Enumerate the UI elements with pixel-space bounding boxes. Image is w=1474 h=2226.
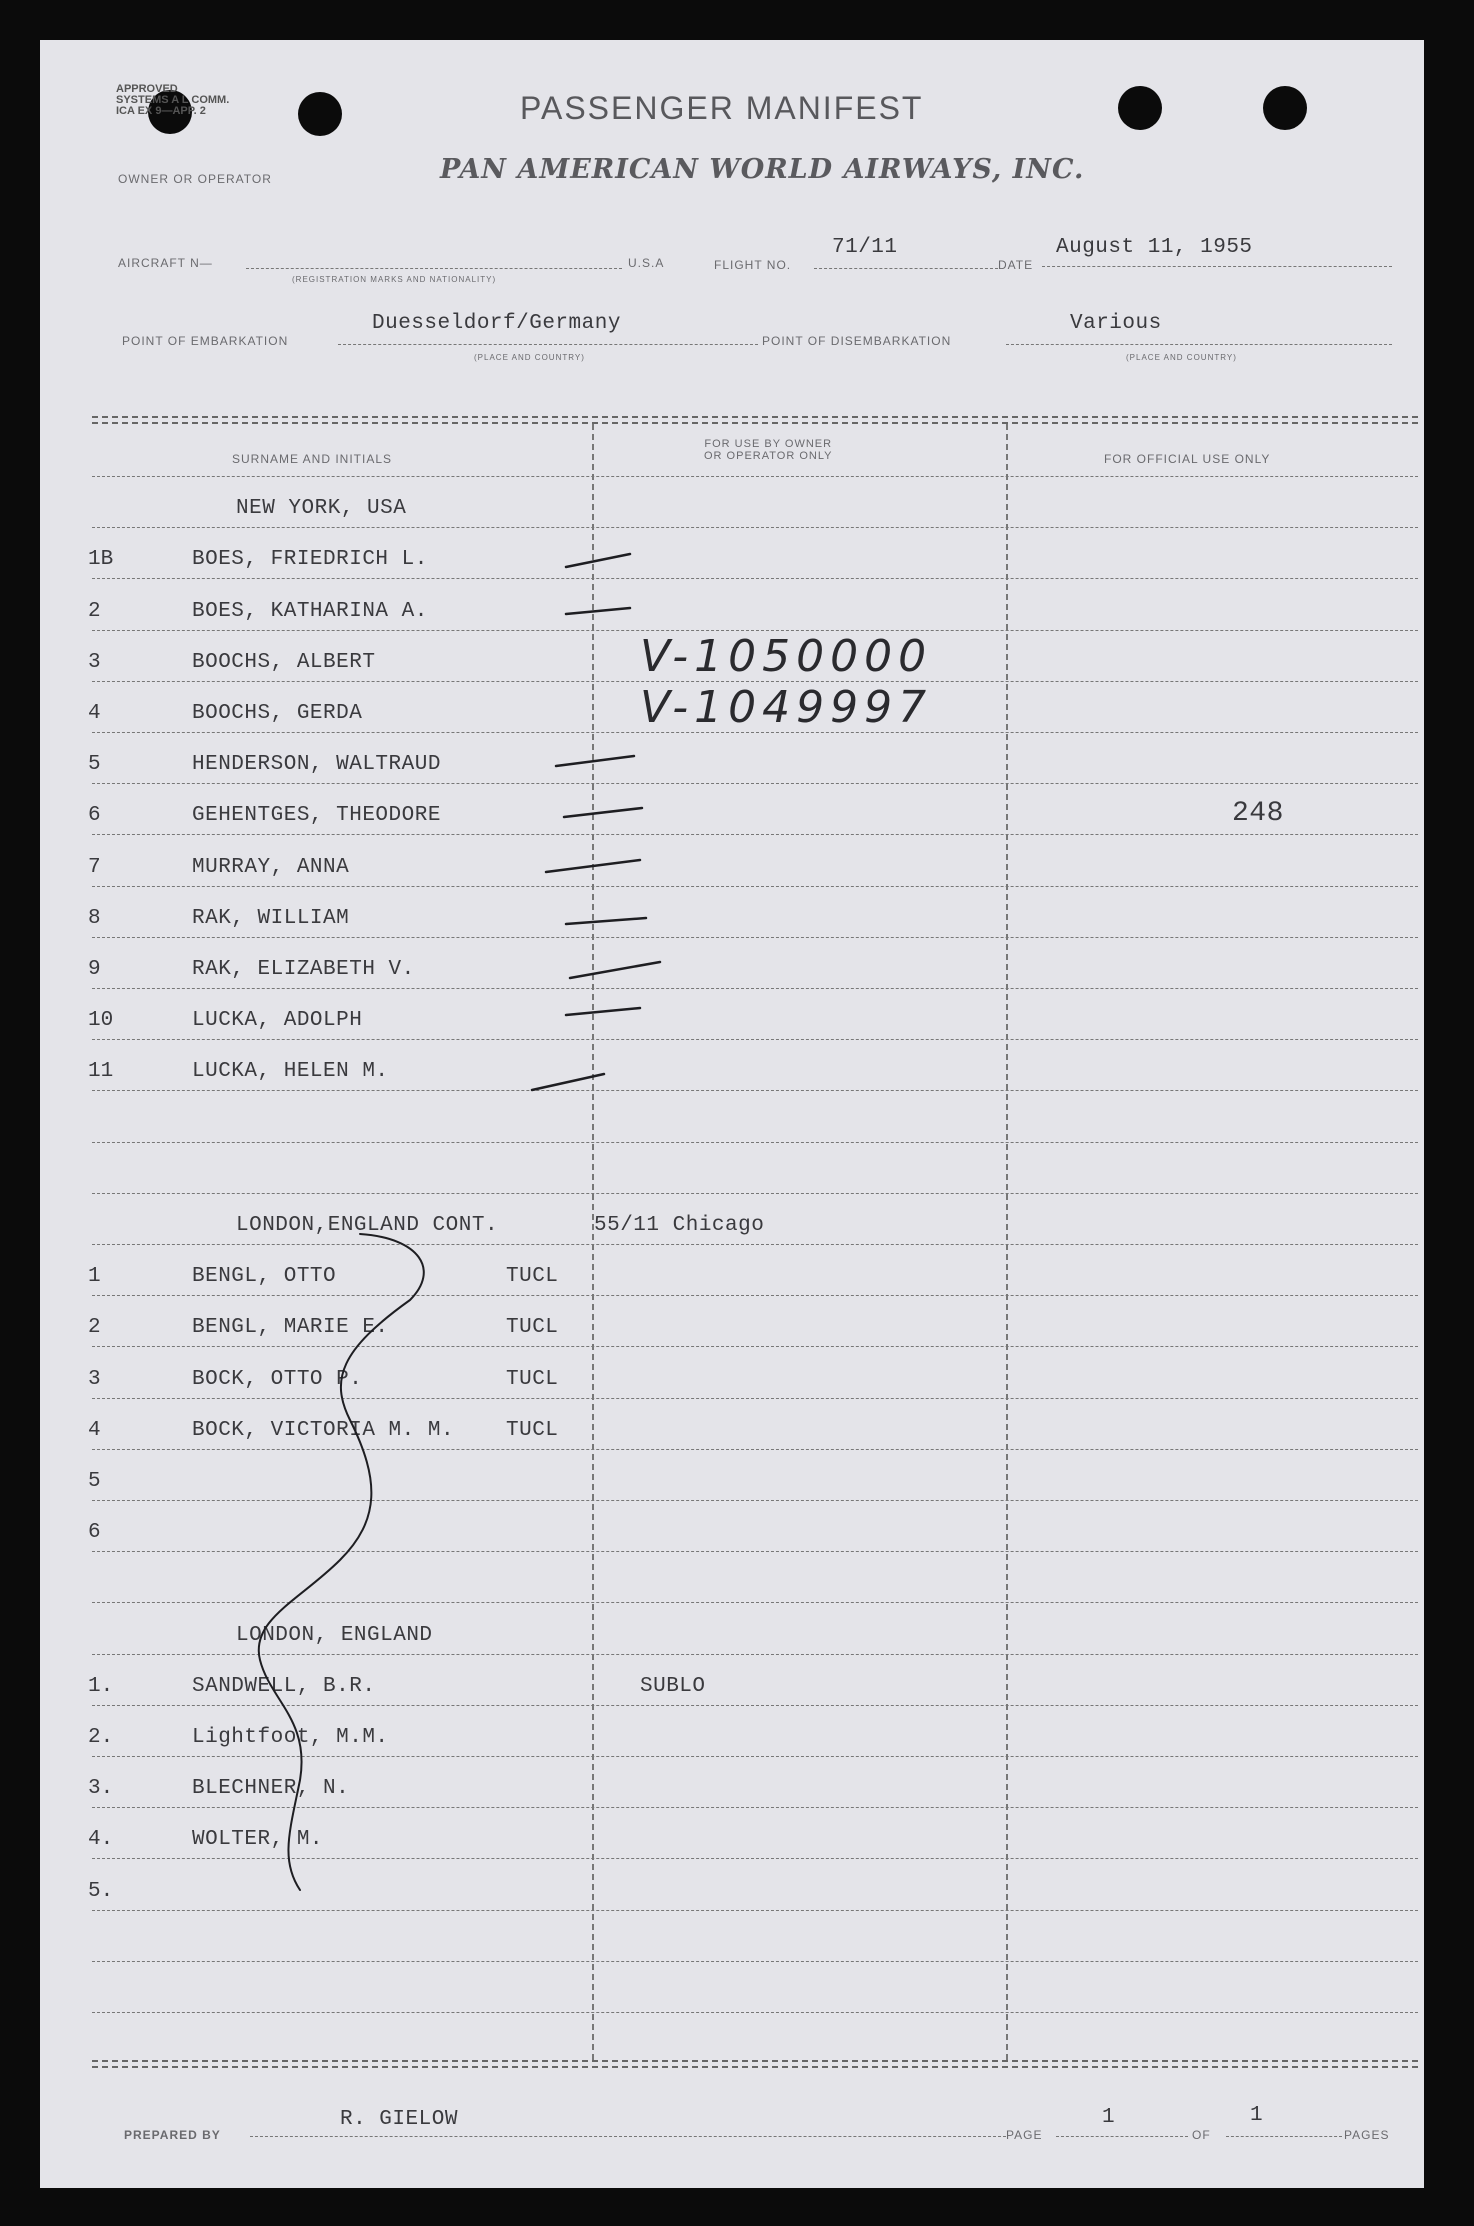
passenger-class: TUCL: [506, 1265, 559, 1289]
operator-note: SUBLO: [640, 1674, 706, 1698]
place-caption: (PLACE AND COUNTRY): [474, 353, 585, 362]
passenger-name: BOCK, OTTO P.: [192, 1367, 363, 1391]
passenger-name: BOOCHS, ALBERT: [192, 650, 376, 674]
page-total: 1: [1250, 2104, 1264, 2127]
check-mark: [556, 756, 634, 766]
check-mark: [566, 1008, 640, 1015]
row-number: 5.: [88, 1879, 114, 1903]
approval-line: ICA EX 9—APP. 2: [116, 105, 206, 117]
page-number: 1: [1102, 2106, 1116, 2129]
usa-label: U.S.A: [628, 256, 665, 270]
date-label: DATE: [998, 258, 1034, 272]
check-mark: [566, 554, 630, 567]
pages-label: PAGES: [1344, 2128, 1390, 2142]
approval-line: SYSTEMS A L COMM.: [116, 94, 230, 106]
squiggle-line: [259, 1234, 424, 1890]
row-number: 4.: [88, 1828, 114, 1852]
passenger-name: Lightfoot, M.M.: [192, 1726, 389, 1749]
passenger-name: LONDON, ENGLAND: [236, 1623, 433, 1647]
check-mark: [532, 1074, 604, 1090]
passenger-name: LUCKA, HELEN M.: [192, 1060, 389, 1084]
row-number: 1.: [88, 1674, 114, 1698]
flight-number: 71/11: [832, 236, 898, 259]
form-title: PASSENGER MANIFEST: [520, 90, 924, 126]
approval-line: APPROVED: [116, 83, 178, 95]
flight-label: FLIGHT NO.: [714, 258, 792, 272]
row-number: 5: [88, 1470, 101, 1493]
row-number: 6: [88, 1521, 101, 1545]
row-number: 11: [88, 1060, 114, 1084]
passenger-name: BLECHNER, N.: [192, 1777, 350, 1801]
place-caption: (PLACE AND COUNTRY): [1126, 353, 1237, 362]
passenger-name: BOOCHS, GERDA: [192, 702, 363, 725]
passenger-name: LUCKA, ADOLPH: [192, 1009, 363, 1033]
check-mark: [546, 860, 640, 872]
passenger-class: TUCL: [506, 1367, 559, 1391]
of-label: OF: [1192, 2128, 1211, 2142]
passenger-name: RAK, WILLIAM: [192, 906, 350, 930]
passenger-name: BOES, FRIEDRICH L.: [192, 548, 428, 572]
passenger-name: SANDWELL, B.R.: [192, 1674, 376, 1698]
passenger-class: TUCL: [506, 1316, 559, 1340]
check-mark: [566, 608, 630, 614]
row-number: 5: [88, 753, 101, 777]
aircraft-label: AIRCRAFT N—: [118, 256, 213, 270]
row-number: 3: [88, 650, 101, 674]
prepared-by-label: PREPARED BY: [124, 2128, 221, 2142]
owner-use-header-line: OR OPERATOR ONLY: [704, 450, 833, 462]
row-number: 2: [88, 1316, 101, 1340]
row-number: 3.: [88, 1777, 114, 1801]
operator-note: 55/11 Chicago: [594, 1214, 765, 1237]
disembarkation-value: Various: [1070, 312, 1162, 335]
row-number: 3: [88, 1367, 101, 1391]
passenger-name: BOES, KATHARINA A.: [192, 599, 428, 623]
passenger-name: BENGL, OTTO: [192, 1265, 337, 1289]
disembarkation-label: POINT OF DISEMBARKATION: [762, 334, 952, 348]
row-number: 4: [88, 702, 101, 725]
passenger-name: NEW YORK, USA: [236, 497, 407, 521]
official-note: 248: [1232, 798, 1284, 830]
check-mark: [570, 962, 660, 978]
row-number: 10: [88, 1009, 114, 1033]
passenger-name: WOLTER, M.: [192, 1828, 324, 1852]
passenger-name: BOCK, VICTORIA M. M.: [192, 1418, 455, 1442]
passenger-name: MURRAY, ANNA: [192, 855, 350, 879]
passenger-name: GEHENTGES, THEODORE: [192, 804, 441, 828]
embarkation-value: Duesseldorf/Germany: [372, 312, 621, 335]
passenger-name: BENGL, MARIE E.: [192, 1316, 389, 1340]
passenger-class: TUCL: [506, 1418, 559, 1442]
row-number: 7: [88, 855, 101, 879]
row-number: 4: [88, 1418, 101, 1442]
embarkation-label: POINT OF EMBARKATION: [122, 334, 289, 348]
passenger-name: HENDERSON, WALTRAUD: [192, 753, 441, 777]
owner-label: OWNER OR OPERATOR: [118, 172, 272, 186]
surname-column-header: SURNAME AND INITIALS: [232, 452, 393, 466]
operator-note: V-1049997: [640, 682, 933, 733]
owner-use-header-line: FOR USE BY OWNER: [704, 438, 833, 450]
page-label: PAGE: [1006, 2128, 1043, 2142]
manifest-date: August 11, 1955: [1056, 236, 1253, 259]
passenger-name: LONDON,ENGLAND CONT.: [236, 1214, 499, 1237]
check-mark: [566, 918, 646, 924]
row-number: 2: [88, 599, 101, 623]
airline-name: PAN AMERICAN WORLD AIRWAYS, INC.: [440, 154, 1085, 185]
row-number: 9: [88, 958, 101, 981]
prepared-by-value: R. GIELOW: [340, 2108, 458, 2131]
check-mark: [564, 808, 642, 817]
official-use-column-header: FOR OFFICIAL USE ONLY: [1104, 452, 1271, 466]
passenger-name: RAK, ELIZABETH V.: [192, 958, 415, 981]
registration-caption: (REGISTRATION MARKS AND NATIONALITY): [292, 275, 497, 284]
operator-note: V-1050000: [640, 630, 933, 682]
row-number: 1: [88, 1265, 101, 1289]
row-number: 1B: [88, 548, 114, 572]
row-number: 2.: [88, 1726, 114, 1749]
row-number: 8: [88, 906, 101, 930]
row-number: 6: [88, 804, 101, 828]
